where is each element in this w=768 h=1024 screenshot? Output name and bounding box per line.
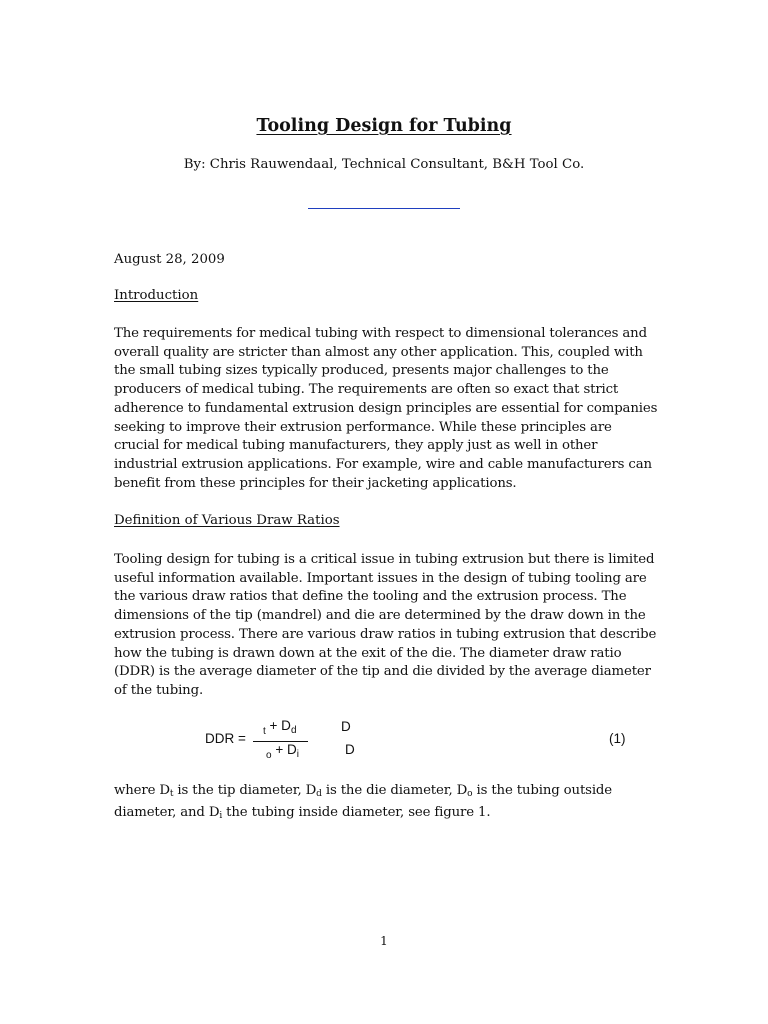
paragraph-line: seeking to improve their extrusion performance. While these principles are <box>114 419 612 435</box>
document-date: August 28, 2009 <box>114 252 225 267</box>
paragraph-line: industrial extrusion applications. For example, wire and cable manufacturers can <box>114 456 652 472</box>
text-run: is the die diameter, D <box>321 783 468 798</box>
numerator-right-d: D <box>341 719 351 734</box>
section-heading-draw-ratios: Definition of Various Draw Ratios <box>114 513 340 528</box>
equation-ddr <box>0 716 768 766</box>
denominator-main: + D <box>275 742 297 757</box>
document-title: Tooling Design for Tubing <box>256 116 512 136</box>
text-run: where D <box>114 783 170 798</box>
paragraph-line: the small tubing sizes typically produced, presents major challenges to the <box>114 363 609 379</box>
section-heading-introduction: Introduction <box>114 288 199 303</box>
text-run: diameter, and D <box>114 804 220 820</box>
definitions-paragraph <box>114 782 659 825</box>
paragraph-line: The requirements for medical tubing with respect to dimensional tolerances and <box>114 326 647 341</box>
draw-ratios-paragraph <box>114 551 659 701</box>
paragraph-line: crucial for medical tubing manufacturers, they apply just as well in other <box>114 438 598 454</box>
paragraph-line: extrusion process. There are various draw ratios in tubing extrusion that describe <box>114 626 657 642</box>
numerator-main: + D <box>269 718 291 733</box>
denominator-right-d: D <box>345 742 355 757</box>
paragraph-line <box>114 804 659 826</box>
text-run: is the tip diameter, D <box>173 783 317 798</box>
equation-numerator <box>263 718 297 737</box>
equation-denominator <box>266 742 299 761</box>
subscript: t <box>169 789 174 799</box>
text-run: the tubing inside diameter, see figure 1. <box>222 804 491 820</box>
text-run: is the tubing outside <box>472 783 612 798</box>
paragraph-line: useful information available. Important issues in the design of tubing tooling are <box>114 570 647 586</box>
subscript: d <box>316 789 322 799</box>
paragraph-line: overall quality are stricter than almost any other application. This, coupled with <box>114 344 643 360</box>
denominator-prefix: o <box>266 750 272 761</box>
paragraph-line: how the tubing is drawn down at the exit of the die. The diameter draw ratio <box>114 645 622 661</box>
subscript: o <box>467 789 473 799</box>
equation-lhs: DDR = <box>205 731 246 746</box>
paragraph-line: of the tubing. <box>114 682 204 698</box>
denominator-subscript: i <box>296 749 299 760</box>
intro-paragraph <box>114 325 659 493</box>
byline: By: Chris Rauwendaal, Technical Consultant, B&H Tool Co. <box>183 157 585 172</box>
paragraph-line: adherence to fundamental extrusion design principles are essential for companies <box>114 400 658 416</box>
paragraph-line: producers of medical tubing. The requirements are often so exact that strict <box>114 382 619 398</box>
paragraph-line: (DDR) is the average diameter of the tip and die divided by the average diameter <box>114 664 651 680</box>
link-underline[interactable] <box>308 208 460 209</box>
paragraph-line: dimensions of the tip (mandrel) and die are determined by the draw down in the <box>114 608 646 624</box>
paragraph-line: the various draw ratios that define the tooling and the extrusion process. The <box>114 589 627 605</box>
paragraph-line: Tooling design for tubing is a critical issue in tubing extrusion but there is limited <box>114 552 655 567</box>
numerator-subscript: d <box>290 725 297 736</box>
paragraph-line: benefit from these principles for their jacketing applications. <box>114 475 517 491</box>
paragraph-line <box>114 782 659 804</box>
equation-number: (1) <box>609 731 626 746</box>
numerator-prefix: t <box>263 726 266 737</box>
page-number: 1 <box>380 934 388 948</box>
subscript: i <box>219 810 223 821</box>
